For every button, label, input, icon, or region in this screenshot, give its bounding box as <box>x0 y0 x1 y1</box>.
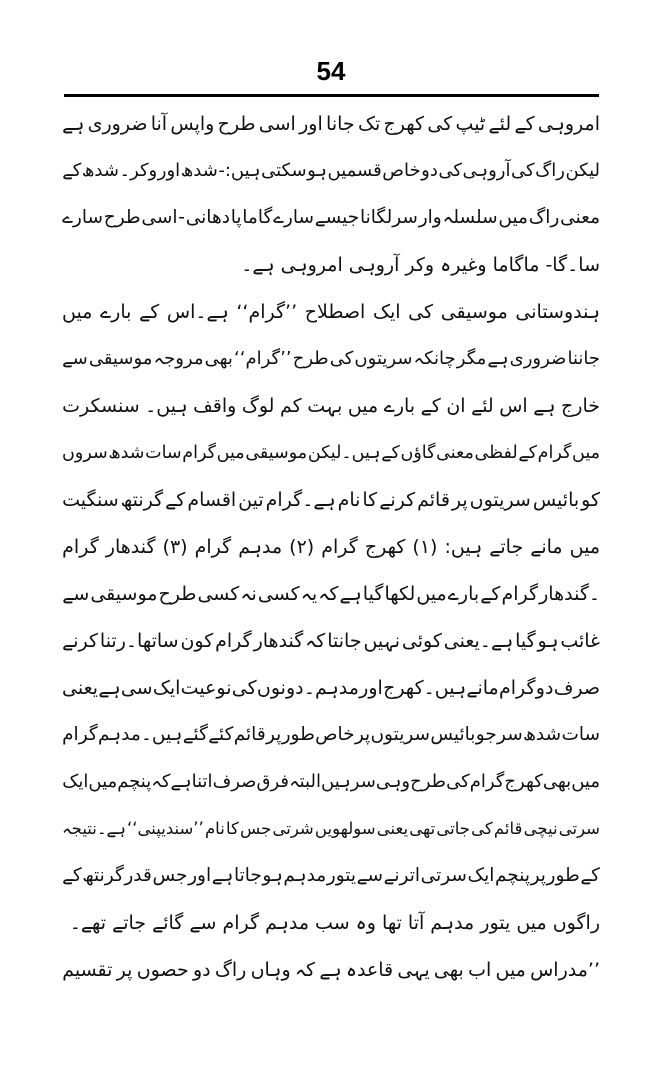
word: بارے <box>383 394 416 417</box>
word: وہی <box>375 770 411 792</box>
word: کی <box>408 300 434 323</box>
word: ہیں۔کھرج <box>383 676 467 699</box>
text-line <box>62 335 600 382</box>
word: اب <box>468 958 492 981</box>
word: معنی <box>560 206 600 228</box>
word: میں <box>498 206 528 228</box>
word: جس <box>152 864 188 886</box>
word: کرنے <box>62 629 99 652</box>
word: کہ <box>318 582 339 605</box>
word: جو <box>475 723 497 745</box>
word: ۔گندھار <box>539 582 600 605</box>
word: ’’سندیپنی‘‘ <box>127 818 204 838</box>
word: مدہم <box>97 723 141 745</box>
word: ایک <box>372 300 401 323</box>
word: کہ <box>294 958 316 981</box>
word: کے <box>420 394 441 417</box>
word: طرح <box>158 582 197 605</box>
word: یتور <box>326 864 357 886</box>
word: ہے۔یعنی <box>443 629 514 652</box>
word: اصطلاح <box>304 300 366 323</box>
word: قائم <box>493 818 523 838</box>
word: طرح <box>410 770 447 792</box>
word: وہاں <box>250 958 291 981</box>
word: لوگ <box>241 394 275 417</box>
word: سے <box>62 347 88 369</box>
word: گرام <box>62 723 98 745</box>
word: حصوں <box>136 958 189 981</box>
word: سولھویں <box>314 818 376 838</box>
word: ایک <box>467 864 495 886</box>
word: سات <box>145 442 182 463</box>
word: کی <box>446 770 470 792</box>
text-line <box>62 429 600 476</box>
word: گیا <box>515 629 536 652</box>
word: مدہم۔ <box>303 676 359 699</box>
word: گیا <box>362 582 384 605</box>
word: پر <box>354 723 371 745</box>
word: (۲) <box>289 535 315 558</box>
word: گئے <box>182 723 208 745</box>
word: دو <box>421 159 438 181</box>
text-line <box>62 852 600 899</box>
word: پر <box>116 958 133 981</box>
word: گرام <box>62 535 99 558</box>
word: میں <box>62 300 93 323</box>
word: گرام <box>498 676 536 699</box>
word: پر <box>265 723 282 745</box>
word: سریتوں <box>370 723 431 745</box>
word: میں <box>571 770 600 792</box>
word: کے <box>165 488 186 511</box>
word: گرام <box>215 629 252 652</box>
word: گرام <box>194 535 232 558</box>
word: میں <box>416 582 447 605</box>
word: ہو <box>537 629 559 652</box>
text-line: سا۔گا- ماگاما وغیرہ وکر آروہی امروہی ہے۔ <box>241 253 600 276</box>
word: آنا <box>150 112 168 135</box>
word: سے <box>356 864 383 886</box>
header-rule <box>64 94 599 97</box>
word: بھی <box>542 770 572 792</box>
word: اترنے <box>383 864 421 886</box>
word: پنچم <box>117 770 152 792</box>
word: میں <box>495 958 526 981</box>
word: میں <box>88 770 118 792</box>
word: کی <box>231 676 257 699</box>
word: ہے <box>487 347 509 369</box>
word: مانے <box>466 676 499 699</box>
word: بھی <box>433 958 464 981</box>
word: آروہی <box>462 159 511 181</box>
word: لکھا <box>384 582 416 605</box>
word: ضروری <box>87 112 148 135</box>
word: طور <box>281 723 315 745</box>
word: نیچی <box>523 818 558 838</box>
word: البتہ <box>289 770 321 792</box>
word: بھی <box>204 347 233 369</box>
word: تک <box>357 112 381 135</box>
word: سرتی <box>558 818 600 838</box>
word: ’’گرام‘‘ <box>236 300 298 323</box>
word: اسی <box>258 112 296 135</box>
word: ہے <box>319 958 342 981</box>
word: یعنی <box>376 818 409 838</box>
word: کی <box>438 159 462 181</box>
word: بائیس <box>532 488 580 511</box>
word: قائم <box>417 488 450 511</box>
word: میں <box>216 442 245 463</box>
word: ہے <box>170 770 192 792</box>
word: لئے <box>471 394 494 417</box>
word: لیکن <box>565 159 600 181</box>
word: اتنا <box>191 770 213 792</box>
word: جاتی <box>436 818 470 838</box>
word: کون <box>180 629 214 652</box>
word: لئے <box>488 112 512 135</box>
word: ہے <box>62 112 85 135</box>
word: اور <box>299 112 323 135</box>
word: ہے۔گرام <box>265 488 336 511</box>
word: کھرج <box>504 770 543 792</box>
word: گرام <box>537 442 572 463</box>
word: ایک <box>62 770 89 792</box>
word: شدھ <box>523 723 562 745</box>
word: جس <box>240 818 272 838</box>
text-line: راگوں میں یتور مدہم آتا تھا وہ سب مدہم گرام سے گائے جاتے تھے۔ <box>69 911 600 934</box>
word: مروجہ <box>153 347 204 369</box>
word: سروں <box>62 442 108 463</box>
word: طرح <box>292 347 329 369</box>
word: ہے <box>98 676 121 699</box>
word: کسی <box>197 582 240 605</box>
word: کی <box>471 818 493 838</box>
word: ضروری <box>509 347 567 369</box>
word: قاعدہ <box>345 958 394 981</box>
word: نوعیت <box>180 676 232 699</box>
word: قائم <box>233 723 266 745</box>
word: امروہی <box>537 112 600 135</box>
word: اور <box>359 676 383 699</box>
word: جاننا <box>567 347 600 369</box>
word: سارے <box>273 206 314 228</box>
word: نام <box>204 818 225 838</box>
word: سریتوں <box>469 488 531 511</box>
word: ہیں:- <box>218 159 261 181</box>
word: موسیقی <box>440 300 508 323</box>
text-line <box>62 194 600 241</box>
word: سنگیت <box>62 488 119 511</box>
word: کے <box>480 582 501 605</box>
word: خاص <box>315 723 355 745</box>
word: سی <box>120 676 153 699</box>
word: سلسلہ <box>442 206 498 228</box>
paragraph <box>62 288 600 946</box>
word: ہیں <box>321 770 351 792</box>
text-line <box>62 758 600 805</box>
word: دھانی <box>185 206 230 228</box>
word: گندھار <box>253 629 304 652</box>
word: اور <box>157 159 181 181</box>
word: ہندوستانی <box>515 300 600 323</box>
word: کے <box>139 300 160 323</box>
word: نام <box>337 488 361 511</box>
word: گرام <box>469 770 505 792</box>
word: موسیقی <box>88 347 153 369</box>
word: جاتے <box>489 535 524 558</box>
word: موسیقی <box>245 442 308 463</box>
word: گرام <box>321 535 358 558</box>
word: جانتا <box>327 629 362 652</box>
word: مدہم <box>238 535 283 558</box>
word: میں <box>347 394 379 417</box>
word: گرنتھ <box>82 864 124 886</box>
word: میں <box>569 535 600 558</box>
word: میں <box>572 442 600 463</box>
word: سر <box>497 723 523 745</box>
text-line <box>62 664 600 711</box>
word: وار <box>418 206 442 228</box>
body-text <box>62 100 600 993</box>
word: کسی <box>257 582 300 605</box>
word: ایک <box>152 676 181 699</box>
page-number: 54 <box>316 56 346 86</box>
word: راگ <box>528 206 560 228</box>
word: ہو <box>307 159 327 181</box>
word: کہ <box>305 629 326 652</box>
word: راگ <box>535 159 565 181</box>
word: کی <box>427 112 453 135</box>
word: معنی <box>436 442 474 463</box>
text-line <box>62 100 600 147</box>
text-line <box>62 570 600 617</box>
word: فرق <box>256 770 290 792</box>
text-line <box>62 523 600 570</box>
word: کو <box>581 488 600 511</box>
word: ٹیپ <box>455 112 486 135</box>
word: پنچم <box>494 864 530 886</box>
word: کے <box>518 442 537 463</box>
word: طور <box>546 864 580 886</box>
word: چانکہ <box>413 347 456 369</box>
word: اقسام <box>187 488 237 511</box>
word: ’’گرام‘‘ <box>234 347 292 369</box>
word: پر <box>530 864 546 886</box>
word: کرنے <box>379 488 416 511</box>
word: موسیقی <box>90 582 158 605</box>
word: اسی <box>141 206 178 228</box>
text-line <box>62 946 600 993</box>
word: سر <box>350 770 376 792</box>
word: کے <box>514 112 535 135</box>
word: صرف <box>212 770 257 792</box>
word: سکتی <box>261 159 307 181</box>
word: دونوں <box>256 676 304 699</box>
text-line <box>62 147 600 194</box>
word: واپس <box>170 112 215 135</box>
word: - <box>178 206 185 228</box>
word: راگ <box>214 958 247 981</box>
word: گندھار <box>105 535 156 558</box>
word: جاتا <box>233 864 262 886</box>
word: (۱) <box>412 535 438 558</box>
word: ہے <box>211 864 234 886</box>
word: تقسیم <box>62 958 113 981</box>
word: گاؤں <box>400 442 436 463</box>
word: دو <box>192 958 211 981</box>
text-line <box>62 288 600 335</box>
word: کھرج <box>383 112 425 135</box>
word: واقف <box>193 394 237 417</box>
text-line <box>62 476 600 523</box>
word: ہے <box>533 394 556 417</box>
word: کا <box>362 488 378 511</box>
word: سارے <box>62 206 103 228</box>
word: طرح <box>217 112 256 135</box>
word: پر <box>451 488 468 511</box>
paragraph <box>62 946 600 993</box>
word: سے <box>62 582 90 605</box>
word: ساتھا۔رتنا <box>99 629 179 652</box>
word: جیسے <box>314 206 360 228</box>
word: صرف <box>553 676 600 699</box>
word: دو <box>535 676 554 699</box>
text-line <box>62 805 600 852</box>
word: کا <box>225 818 239 838</box>
word: کے <box>62 864 82 886</box>
word: سات <box>561 723 600 745</box>
word: تین <box>238 488 264 511</box>
word: ان <box>446 394 466 417</box>
word: کئے <box>208 723 234 745</box>
word: خارج <box>561 394 600 417</box>
word: مانے <box>530 535 563 558</box>
word: کوئی <box>401 629 442 652</box>
word: (۳) <box>162 535 188 558</box>
word: اس <box>499 394 528 417</box>
word: کے <box>580 864 600 886</box>
word: شدھ <box>180 159 218 181</box>
word: کی <box>329 347 354 369</box>
word: طرح <box>103 206 141 228</box>
word: ہے۔نتیجہ <box>62 818 126 838</box>
word: یہ <box>300 582 318 605</box>
word: قسمیں <box>327 159 382 181</box>
word: سنسکرت <box>62 394 140 417</box>
word: شدھ <box>108 442 145 463</box>
paragraph <box>62 100 600 288</box>
word: مگر <box>456 347 487 369</box>
word: تھی <box>409 818 436 838</box>
word: ہیں۔ <box>141 723 183 745</box>
word: بارے <box>447 582 480 605</box>
word: سریتوں <box>354 347 413 369</box>
word: غائب <box>560 629 600 652</box>
word: ہیں۔لیکن <box>307 442 381 463</box>
word: وکر۔ <box>119 159 158 181</box>
word: سرتی <box>420 864 467 886</box>
word: بہت <box>307 394 343 417</box>
word: ہے۔اس <box>166 300 229 323</box>
word: ہیں۔ <box>145 394 188 417</box>
word: مدہم <box>283 864 327 886</box>
word: کہ <box>151 770 171 792</box>
word: اور <box>188 864 212 886</box>
word: شرتی <box>272 818 314 838</box>
word: قدر <box>124 864 152 886</box>
word: ’’مدراس <box>530 958 600 981</box>
word: کی <box>510 159 535 181</box>
word: خاص <box>382 159 421 181</box>
word: گاما <box>242 206 273 228</box>
text-line <box>62 617 600 664</box>
word: کھرج <box>364 535 406 558</box>
word: پا <box>230 206 242 228</box>
word: سرلگانا <box>359 206 418 228</box>
word: کے <box>62 159 82 181</box>
word: بائیس <box>430 723 476 745</box>
text-line <box>62 711 600 758</box>
word: بارے <box>100 300 132 323</box>
word: ہو <box>262 864 283 886</box>
word: نہیں <box>363 629 401 652</box>
word: گرام <box>501 582 539 605</box>
word: ہیں: <box>444 535 483 558</box>
word: جانا <box>326 112 355 135</box>
word: نہ <box>240 582 257 605</box>
word: یعنی <box>62 676 99 699</box>
word: لفظی <box>474 442 518 463</box>
word: شدھ <box>81 159 119 181</box>
text-line <box>62 382 600 429</box>
word: کم <box>280 394 302 417</box>
word: گرام <box>182 442 216 463</box>
word: یہی <box>397 958 430 981</box>
word: کے <box>381 442 400 463</box>
word: گرنتھ <box>120 488 164 511</box>
word: ہے <box>339 582 362 605</box>
